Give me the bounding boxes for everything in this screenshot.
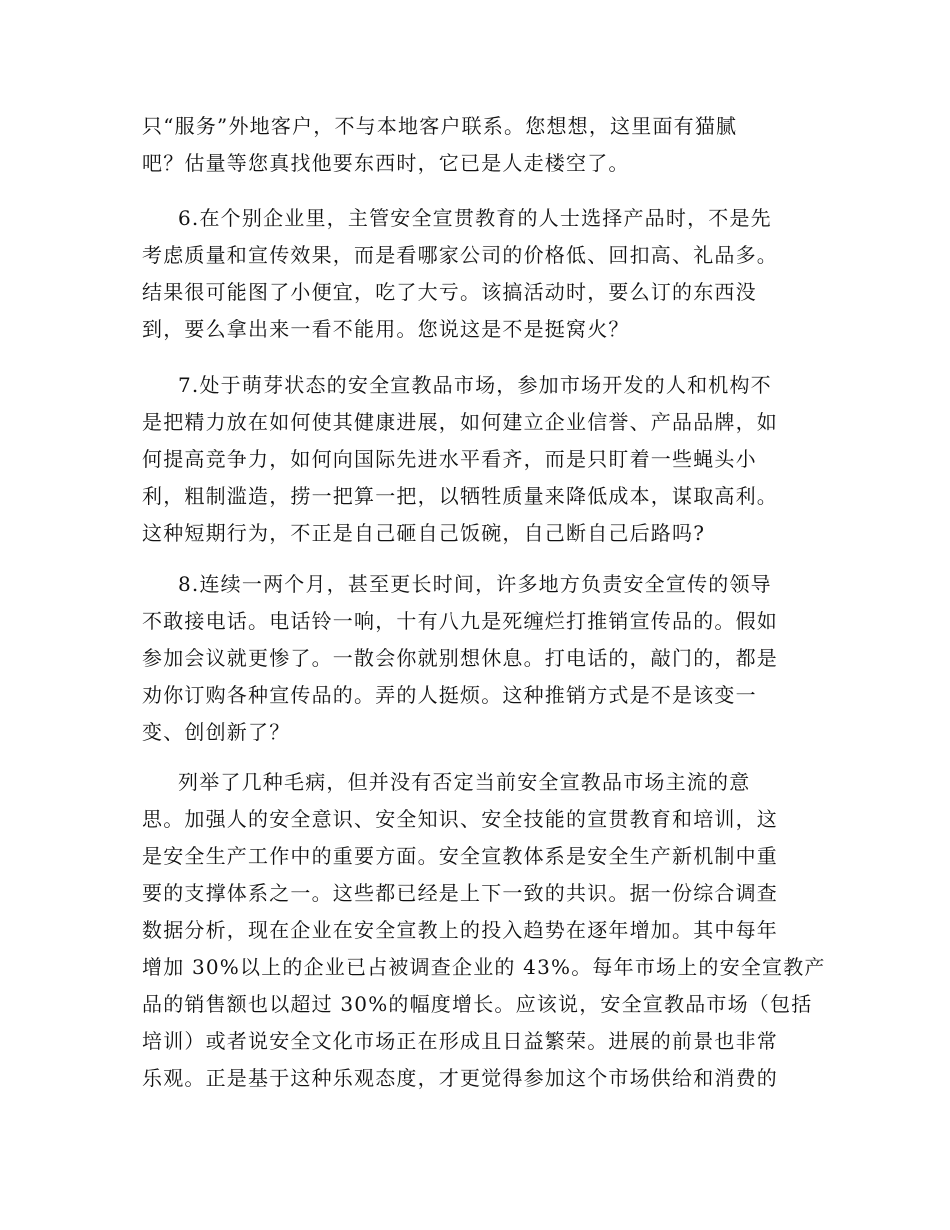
paragraph-continuation: [142, 108, 810, 182]
text-line: 乐观。正是基于这种乐观态度，才更觉得参加这个市场供给和消费的: [142, 1066, 778, 1090]
text-line: 这种短期行为，不正是自己砸自己饭碗，自己断自己后路吗?: [142, 521, 706, 545]
paragraph-summary: [142, 764, 826, 1097]
text-line: 培训）或者说安全文化市场正在形成且日益繁荣。进展的前景也非常: [142, 1029, 778, 1053]
paragraph-item-8: [142, 566, 810, 751]
text-line: 6.在个别企业里，主管安全宣贯教育的人士选择产品时，不是先: [178, 206, 772, 230]
text-line: 变、创创新了？: [142, 720, 291, 744]
text-line: 到，要么拿出来一看不能用。您说这是不是挺窝火？: [142, 317, 630, 341]
text-line: 是安全生产工作中的重要方面。安全宣教体系是安全生产新机制中重: [142, 844, 778, 868]
text-line: 品的销售额也以超过 30%的幅度增长。应该说，安全宣教品市场（包括: [142, 992, 813, 1016]
text-line: 是把精力放在如何使其健康进展，如何建立企业信誉、产品品牌，如: [142, 410, 778, 434]
text-line: 7.处于萌芽状态的安全宣教品市场，参加市场开发的人和机构不: [178, 373, 772, 397]
text-line: 不敢接电话。电话铃一响，十有八九是死缠烂打推销宣传品的。假如: [142, 609, 778, 633]
text-line: 吧？估量等您真找他要东西时，它已是人走楼空了。: [142, 151, 630, 175]
text-line: 利，粗制滥造，捞一把算一把，以牺牲质量来降低成本，谋取高利。: [142, 484, 778, 508]
text-line: 思。加强人的安全意识、安全知识、安全技能的宣贯教育和培训，这: [142, 807, 778, 831]
text-line: 参加会议就更惨了。一散会你就别想休息。打电话的，敲门的，都是: [142, 646, 778, 670]
text-line: 考虑质量和宣传效果，而是看哪家公司的价格低、回扣高、礼品多。: [142, 243, 778, 267]
paragraph-item-7: [142, 367, 810, 552]
text-line: 8.连续一两个月，甚至更长时间，许多地方负责安全宣传的领导: [178, 572, 772, 596]
text-line: 结果很可能图了小便宜，吃了大亏。该搞活动时，要么订的东西没: [142, 280, 757, 304]
text-line: 只“服务”外地客户，不与本地客户联系。您想想，这里面有猫腻: [142, 114, 738, 138]
text-line: 数据分析，现在企业在安全宣教上的投入趋势在逐年增加。其中每年: [142, 918, 778, 942]
text-line: 何提高竞争力，如何向国际先进水平看齐，而是只盯着一些蝇头小: [142, 447, 757, 471]
text-line: 要的支撑体系之一。这些都已经是上下一致的共识。据一份综合调查: [142, 881, 778, 905]
text-line: 劝你订购各种宣传品的。弄的人挺烦。这种推销方式是不是该变一: [142, 683, 757, 707]
text-line: 增加 30%以上的企业已占被调查企业的 43%。每年市场上的安全宣教产: [142, 955, 826, 979]
paragraph-item-6: [142, 200, 810, 348]
text-line: 列举了几种毛病，但并没有否定当前安全宣教品市场主流的意: [178, 770, 751, 794]
